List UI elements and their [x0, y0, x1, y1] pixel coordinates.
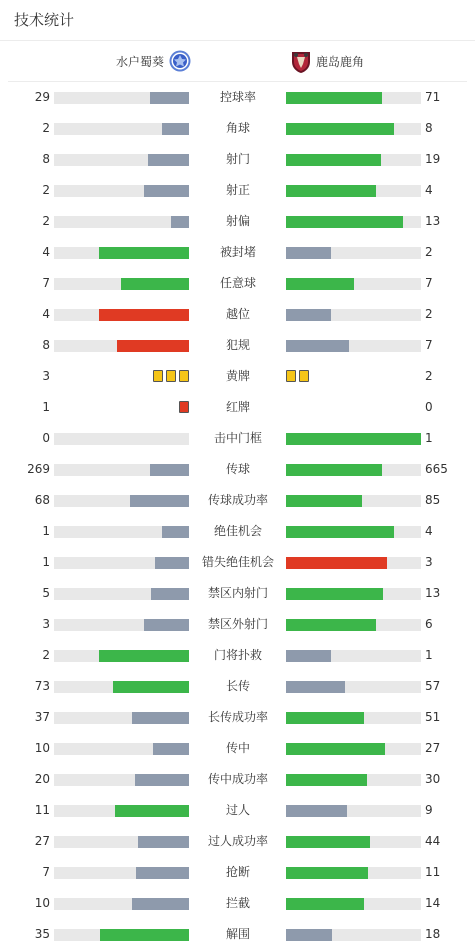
- home-stat-value: 35: [34, 927, 50, 941]
- home-stat-value: 4: [42, 245, 50, 259]
- away-stat-value: 7: [425, 338, 433, 352]
- stat-row: [0, 299, 475, 330]
- stat-row: [0, 206, 475, 237]
- home-bar-fill: [144, 185, 189, 197]
- stat-label: 绝佳机会: [213, 524, 262, 538]
- home-bar-track: [54, 340, 189, 352]
- away-bar-track: [286, 557, 421, 569]
- away-stat-value: 18: [425, 927, 441, 941]
- stat-label: 门将扑救: [213, 648, 262, 662]
- away-team-name: 鹿岛鹿角: [316, 54, 365, 69]
- home-bar-track: [54, 92, 189, 104]
- home-stat-value: 8: [42, 338, 50, 352]
- home-bar-fill: [148, 154, 189, 166]
- home-stat-value: 2: [42, 648, 50, 662]
- away-bar-fill: [286, 495, 362, 507]
- away-stat-value: 44: [425, 834, 441, 848]
- home-bar-track: [54, 898, 189, 910]
- home-cards: [153, 370, 189, 383]
- home-bar-fill: [144, 619, 189, 631]
- home-bar-track: [54, 154, 189, 166]
- stat-row: [0, 919, 475, 950]
- teams-header: [8, 41, 467, 82]
- stat-label: 传中成功率: [207, 772, 268, 786]
- home-stat-value: 29: [34, 90, 50, 104]
- yellow-card-icon: [286, 370, 296, 382]
- away-bar-fill: [286, 619, 376, 631]
- away-bar-track: [286, 464, 421, 476]
- stat-row: [0, 795, 475, 826]
- stat-label: 射正: [225, 183, 250, 197]
- away-bar-fill: [286, 185, 376, 197]
- home-bar-fill: [150, 92, 189, 104]
- away-bar-fill: [286, 743, 385, 755]
- home-stat-value: 4: [42, 307, 50, 321]
- stat-row: [0, 733, 475, 764]
- home-bar-fill: [132, 898, 189, 910]
- stat-label: 黄牌: [225, 369, 250, 383]
- home-bar-fill: [99, 309, 189, 321]
- stat-label: 传球成功率: [207, 493, 268, 507]
- stat-label: 过人成功率: [207, 834, 268, 848]
- away-stat-value: 85: [425, 493, 441, 507]
- away-bar-track: [286, 805, 421, 817]
- away-cards: [286, 370, 309, 383]
- away-bar-fill: [286, 805, 347, 817]
- home-stat-value: 269: [27, 462, 50, 476]
- away-bar-fill: [286, 247, 331, 259]
- away-bar-fill: [286, 340, 349, 352]
- away-stat-value: 4: [425, 183, 433, 197]
- away-stat-value: 19: [425, 152, 441, 166]
- stat-row: [0, 516, 475, 547]
- away-stat-value: 27: [425, 741, 441, 755]
- away-bar-track: [286, 929, 421, 941]
- away-bar-fill: [286, 681, 345, 693]
- away-stat-value: 665: [425, 462, 448, 476]
- home-cards: [179, 401, 189, 414]
- yellow-card-icon: [153, 370, 163, 382]
- home-bar-track: [54, 247, 189, 259]
- away-bar-fill: [286, 867, 368, 879]
- away-stat-value: 13: [425, 214, 441, 228]
- away-bar-track: [286, 588, 421, 600]
- away-bar-track: [286, 309, 421, 321]
- home-team-name: 水户蜀葵: [115, 54, 164, 69]
- away-bar-track: [286, 123, 421, 135]
- stat-label: 错失绝佳机会: [201, 555, 274, 569]
- stat-row: [0, 609, 475, 640]
- away-bar-track: [286, 712, 421, 724]
- away-bar-fill: [286, 216, 403, 228]
- away-stat-value: 51: [425, 710, 441, 724]
- home-bar-track: [54, 867, 189, 879]
- away-bar-track: [286, 247, 421, 259]
- home-bar-track: [54, 929, 189, 941]
- home-stat-value: 1: [42, 524, 50, 538]
- stat-row: [0, 82, 475, 113]
- stat-row: [0, 826, 475, 857]
- home-team[interactable]: [116, 41, 191, 81]
- stat-row: [0, 361, 475, 392]
- home-bar-fill: [99, 247, 189, 259]
- away-bar-fill: [286, 123, 394, 135]
- stat-row: [0, 113, 475, 144]
- away-team[interactable]: [290, 41, 364, 81]
- home-stat-value: 10: [34, 896, 50, 910]
- away-bar-track: [286, 619, 421, 631]
- away-stat-value: 7: [425, 276, 433, 290]
- home-stat-value: 10: [34, 741, 50, 755]
- stat-row: [0, 547, 475, 578]
- home-bar-track: [54, 836, 189, 848]
- yellow-card-icon: [179, 370, 189, 382]
- home-bar-fill: [113, 681, 189, 693]
- home-bar-fill: [150, 464, 189, 476]
- home-stat-value: 8: [42, 152, 50, 166]
- away-bar-fill: [286, 92, 382, 104]
- stat-row: [0, 578, 475, 609]
- away-bar-fill: [286, 588, 383, 600]
- stat-row: [0, 640, 475, 671]
- away-bar-track: [286, 774, 421, 786]
- home-stat-value: 2: [42, 183, 50, 197]
- home-bar-fill: [130, 495, 189, 507]
- away-bar-track: [286, 743, 421, 755]
- away-stat-value: 8: [425, 121, 433, 135]
- away-stat-value: 6: [425, 617, 433, 631]
- home-bar-fill: [100, 929, 189, 941]
- home-bar-track: [54, 557, 189, 569]
- away-bar-track: [286, 898, 421, 910]
- stat-label: 长传: [225, 679, 250, 693]
- home-stat-value: 2: [42, 121, 50, 135]
- home-bar-fill: [117, 340, 189, 352]
- away-bar-track: [286, 867, 421, 879]
- home-stat-value: 5: [42, 586, 50, 600]
- away-bar-track: [286, 681, 421, 693]
- home-bar-fill: [162, 526, 189, 538]
- home-stat-value: 2: [42, 214, 50, 228]
- away-bar-fill: [286, 712, 364, 724]
- stat-row: [0, 857, 475, 888]
- yellow-card-icon: [166, 370, 176, 382]
- away-bar-fill: [286, 650, 331, 662]
- stat-row: [0, 330, 475, 361]
- stat-label: 禁区内射门: [207, 586, 268, 600]
- home-bar-track: [54, 216, 189, 228]
- stat-label: 射门: [225, 152, 250, 166]
- stat-label: 越位: [225, 307, 250, 321]
- stat-label: 过人: [225, 803, 250, 817]
- away-bar-track: [286, 278, 421, 290]
- away-bar-fill: [286, 278, 354, 290]
- away-bar-track: [286, 216, 421, 228]
- away-stat-value: 30: [425, 772, 441, 786]
- home-bar-track: [54, 526, 189, 538]
- away-bar-fill: [286, 836, 370, 848]
- stat-row: [0, 268, 475, 299]
- stats-list: [0, 82, 475, 950]
- home-stat-value: 11: [34, 803, 50, 817]
- away-bar-fill: [286, 309, 331, 321]
- away-stat-value: 2: [425, 307, 433, 321]
- home-bar-fill: [171, 216, 189, 228]
- away-bar-fill: [286, 929, 332, 941]
- home-bar-fill: [121, 278, 189, 290]
- stat-row: [0, 175, 475, 206]
- stat-label: 禁区外射门: [207, 617, 268, 631]
- stat-row: [0, 144, 475, 175]
- away-stat-value: 9: [425, 803, 433, 817]
- home-bar-fill: [153, 743, 189, 755]
- home-bar-track: [54, 712, 189, 724]
- red-card-icon: [179, 401, 189, 413]
- home-bar-track: [54, 588, 189, 600]
- home-stat-value: 1: [42, 400, 50, 414]
- away-bar-fill: [286, 557, 387, 569]
- stat-label: 控球率: [219, 90, 256, 104]
- away-bar-track: [286, 495, 421, 507]
- home-bar-track: [54, 743, 189, 755]
- home-stat-value: 27: [34, 834, 50, 848]
- stat-row: [0, 888, 475, 919]
- away-bar-fill: [286, 464, 382, 476]
- stat-row: [0, 392, 475, 423]
- stat-label: 长传成功率: [207, 710, 268, 724]
- away-stat-value: 2: [425, 369, 433, 383]
- stat-row: [0, 671, 475, 702]
- away-stat-value: 71: [425, 90, 441, 104]
- home-bar-track: [54, 185, 189, 197]
- away-bar-track: [286, 154, 421, 166]
- home-bar-fill: [136, 867, 189, 879]
- stat-row: [0, 485, 475, 516]
- away-bar-fill: [286, 774, 367, 786]
- stat-row: [0, 237, 475, 268]
- away-stat-value: 3: [425, 555, 433, 569]
- away-bar-track: [286, 92, 421, 104]
- home-bar-fill: [115, 805, 189, 817]
- home-bar-track: [54, 774, 189, 786]
- home-bar-fill: [99, 650, 189, 662]
- away-stat-value: 11: [425, 865, 441, 879]
- home-bar-track: [54, 278, 189, 290]
- home-bar-track: [54, 309, 189, 321]
- away-bar-track: [286, 185, 421, 197]
- away-stat-value: 1: [425, 648, 433, 662]
- home-bar-fill: [132, 712, 189, 724]
- away-stat-value: 4: [425, 524, 433, 538]
- away-bar-fill: [286, 433, 421, 445]
- away-bar-track: [286, 526, 421, 538]
- stat-label: 击中门框: [213, 431, 262, 445]
- home-stat-value: 3: [42, 369, 50, 383]
- stat-row: [0, 423, 475, 454]
- home-bar-fill: [135, 774, 189, 786]
- home-bar-fill: [151, 588, 189, 600]
- stat-label: 任意球: [219, 276, 256, 290]
- away-bar-fill: [286, 526, 394, 538]
- home-stat-value: 3: [42, 617, 50, 631]
- stat-label: 被封堵: [219, 245, 256, 259]
- home-bar-track: [54, 495, 189, 507]
- home-stat-value: 73: [34, 679, 50, 693]
- home-stat-value: 7: [42, 276, 50, 290]
- away-stat-value: 13: [425, 586, 441, 600]
- home-bar-fill: [155, 557, 189, 569]
- home-bar-fill: [138, 836, 189, 848]
- home-bar-track: [54, 650, 189, 662]
- home-stat-value: 20: [34, 772, 50, 786]
- home-stat-value: 68: [34, 493, 50, 507]
- away-bar-fill: [286, 154, 381, 166]
- away-bar-track: [286, 836, 421, 848]
- away-stat-value: 57: [425, 679, 441, 693]
- stat-label: 抢断: [225, 865, 250, 879]
- away-stat-value: 0: [425, 400, 433, 414]
- home-stat-value: 1: [42, 555, 50, 569]
- away-bar-track: [286, 650, 421, 662]
- home-team-crest-icon: [169, 50, 191, 72]
- home-bar-track: [54, 123, 189, 135]
- stat-label: 犯规: [225, 338, 250, 352]
- home-stat-value: 7: [42, 865, 50, 879]
- home-bar-fill: [162, 123, 189, 135]
- stat-label: 传球: [225, 462, 250, 476]
- stat-label: 角球: [225, 121, 250, 135]
- home-bar-track: [54, 464, 189, 476]
- home-bar-track: [54, 805, 189, 817]
- away-bar-track: [286, 433, 421, 445]
- stat-label: 解围: [225, 927, 250, 941]
- stat-label: 拦截: [225, 896, 250, 910]
- away-team-crest-icon: [290, 50, 312, 72]
- away-stat-value: 14: [425, 896, 441, 910]
- yellow-card-icon: [299, 370, 309, 382]
- away-stat-value: 1: [425, 431, 433, 445]
- away-bar-fill: [286, 898, 364, 910]
- home-bar-track: [54, 433, 189, 445]
- away-stat-value: 2: [425, 245, 433, 259]
- stat-row: [0, 702, 475, 733]
- home-stat-value: 0: [42, 431, 50, 445]
- stat-label: 射偏: [225, 214, 250, 228]
- stat-label: 传中: [225, 741, 250, 755]
- away-bar-track: [286, 340, 421, 352]
- stat-label: 红牌: [225, 400, 250, 414]
- stat-row: [0, 454, 475, 485]
- home-bar-track: [54, 681, 189, 693]
- home-bar-track: [54, 619, 189, 631]
- home-stat-value: 37: [34, 710, 50, 724]
- page-title: 技术统计: [0, 0, 475, 41]
- stat-row: [0, 764, 475, 795]
